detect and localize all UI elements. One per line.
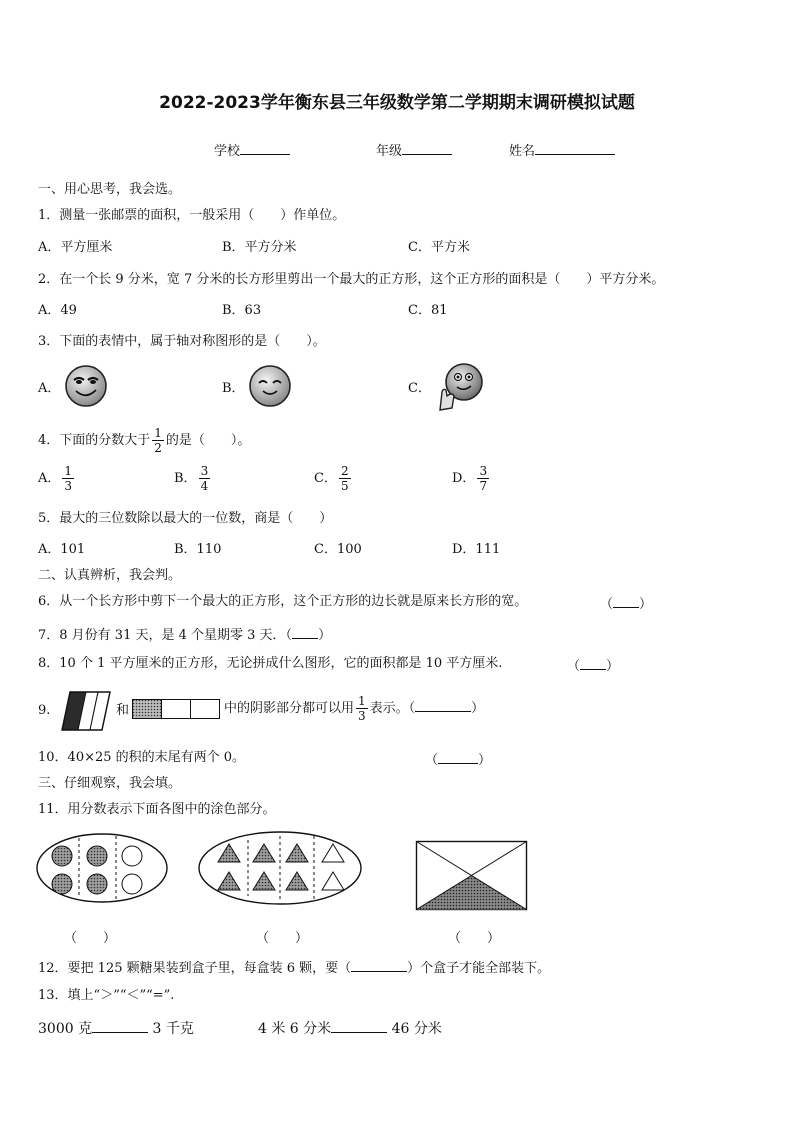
q2-option-a[interactable]: A．49 <box>38 303 77 318</box>
q4-a-den: 3 <box>64 479 73 493</box>
q9-frac-num: 1 <box>358 694 366 708</box>
q9-paren-right: ） <box>471 701 485 716</box>
bar-shaded-figure <box>132 699 220 719</box>
q11-answer-2[interactable]: （ ） <box>256 931 309 946</box>
q4-stem-post: 的是（ ）。 <box>165 433 251 448</box>
grade-field[interactable] <box>376 140 452 161</box>
q5-option-d[interactable]: D．111 <box>452 542 501 557</box>
q7-answer-blank[interactable] <box>292 624 318 639</box>
q9-stem <box>224 692 484 726</box>
q1-option-a[interactable]: A．平方厘米 <box>38 240 113 255</box>
q4-c-label: C． <box>314 471 337 486</box>
oval-triangles-figure <box>198 830 362 906</box>
q3-option-b[interactable]: B． <box>222 381 245 396</box>
q4-d-label: D． <box>452 471 476 486</box>
q5-option-b[interactable]: B．110 <box>174 542 222 557</box>
q5-option-c[interactable]: C．100 <box>314 542 362 557</box>
q9-answer-blank[interactable] <box>415 697 471 712</box>
q13-compare-right <box>258 1018 442 1038</box>
section-3-heading: 三、仔细观察，我会填。 <box>38 776 182 791</box>
q3-stem: 3．下面的表情中，属于轴对称图形的是（ ）。 <box>38 334 326 349</box>
school-label: 学校 <box>214 144 241 159</box>
q13-left-a: 3000 克 <box>38 1021 93 1037</box>
oval-circles-figure <box>36 832 168 904</box>
q11-answer-3[interactable]: （ ） <box>448 931 501 946</box>
q2-option-b[interactable]: B．63 <box>222 303 262 318</box>
section-2-heading: 二、认真辨析，我会判。 <box>38 568 182 583</box>
q4-a-num: 1 <box>64 464 73 478</box>
q4-stem-frac-den: 2 <box>154 441 162 455</box>
q8-stem: 8．10 个 1 平方厘米的正方形，无论拼成什么图形，它的面积都是 10 平方厘米. <box>38 656 503 671</box>
q12-pre: 12．要把 125 颗糖果装到盒子里，每盒装 6 颗，要（ <box>38 961 352 976</box>
q8-answer[interactable] <box>567 655 619 676</box>
q11-stem: 11．用分数表示下面各图中的涂色部分。 <box>38 802 276 817</box>
name-field[interactable] <box>509 140 615 161</box>
q4-b-num: 3 <box>200 464 209 478</box>
q4-d-num: 3 <box>479 464 488 478</box>
q4-c-den: 5 <box>340 479 349 493</box>
q4-b-fraction <box>199 464 211 493</box>
q4-option-a[interactable] <box>38 462 76 496</box>
q10-stem: 10．40×25 的积的末尾有两个 0。 <box>38 750 246 765</box>
q4-stem-fraction <box>152 426 164 455</box>
q4-a-fraction <box>62 464 74 493</box>
q13-left-blank[interactable] <box>92 1018 148 1033</box>
q4-c-fraction <box>339 464 351 493</box>
q4-d-den: 7 <box>479 479 488 493</box>
q5-stem: 5．最大的三位数除以最大的一位数，商是（ ） <box>38 511 333 526</box>
q7-paren-right: ） <box>318 628 332 643</box>
smirk-face-icon <box>64 364 108 408</box>
q10-paren-left: （ <box>425 753 439 768</box>
q6-paren-right: ） <box>639 597 653 612</box>
q1-option-b[interactable]: B．平方分米 <box>222 240 297 255</box>
q1-stem: 1．测量一张邮票的面积，一般采用（ ）作单位。 <box>38 208 346 223</box>
q12-post: ）个盒子才能全部装下。 <box>407 961 551 976</box>
q13-right-blank[interactable] <box>331 1018 387 1033</box>
q13-right-b: 46 分米 <box>391 1021 442 1037</box>
q4-b-den: 4 <box>200 479 209 493</box>
thinking-face-icon <box>434 362 486 412</box>
q9-frac-den: 3 <box>358 709 366 723</box>
q9-and: 和 <box>116 703 130 718</box>
q4-option-d[interactable] <box>452 462 491 496</box>
q10-answer[interactable] <box>425 749 491 770</box>
q12-stem <box>38 957 550 978</box>
q13-stem: 13．填上“＞”“＜”“=”. <box>38 988 175 1003</box>
q9-number: 9. <box>38 703 51 718</box>
q7-text: 7．8 月份有 31 天，是 4 个星期零 3 天．（ <box>38 628 293 643</box>
parallelogram-shaded-figure <box>62 690 110 732</box>
smile-face-icon <box>248 364 292 408</box>
q6-paren-left: （ <box>600 597 614 612</box>
q8-paren-right: ） <box>606 659 620 674</box>
grade-label: 年级 <box>376 144 403 159</box>
q6-answer[interactable] <box>600 593 652 614</box>
q5-option-a[interactable]: A．101 <box>38 542 86 557</box>
q4-stem <box>38 424 250 458</box>
q1-option-c[interactable]: C．平方米 <box>408 240 470 255</box>
q9-fraction <box>356 694 368 723</box>
q4-c-num: 2 <box>340 464 349 478</box>
q13-right-a: 4 米 6 分米 <box>258 1021 332 1037</box>
rectangle-triangle-figure <box>416 841 528 911</box>
section-1-heading: 一、用心思考，我会选。 <box>38 182 182 197</box>
page-title: 2022-2023学年衡东县三年级数学第二学期期末调研模拟试题 <box>159 93 635 113</box>
q4-b-label: B． <box>174 471 197 486</box>
q9-text: 中的阴影部分都可以用 <box>224 701 355 716</box>
q12-answer-blank[interactable] <box>351 957 407 972</box>
q8-paren-left: （ <box>567 659 581 674</box>
q13-left-b: 3 千克 <box>152 1021 194 1037</box>
q3-option-a[interactable]: A． <box>38 381 61 396</box>
q3-option-c[interactable]: C． <box>408 381 431 396</box>
q7-stem <box>38 624 331 645</box>
name-label: 姓名 <box>509 144 536 159</box>
q6-stem: 6．从一个长方形中剪下一个最大的正方形，这个正方形的边长就是原来长方形的宽。 <box>38 594 528 609</box>
q2-stem: 2．在一个长 9 分米，宽 7 分米的长方形里剪出一个最大的正方形，这个正方形的面积是（ ）平方分米。 <box>38 272 665 287</box>
q4-a-label: A． <box>38 471 61 486</box>
q13-compare-left <box>38 1018 194 1038</box>
school-field[interactable] <box>214 140 290 161</box>
q2-option-c[interactable]: C．81 <box>408 303 448 318</box>
q11-answer-1[interactable]: （ ） <box>64 931 117 946</box>
q10-paren-right: ） <box>478 753 492 768</box>
q4-stem-frac-num: 1 <box>154 426 162 440</box>
q4-d-fraction <box>477 464 489 493</box>
q9-post: 表示。（ <box>369 701 416 716</box>
q4-option-b[interactable] <box>174 462 212 496</box>
q4-stem-pre: 4．下面的分数大于 <box>38 433 151 448</box>
q4-option-c[interactable] <box>314 462 353 496</box>
